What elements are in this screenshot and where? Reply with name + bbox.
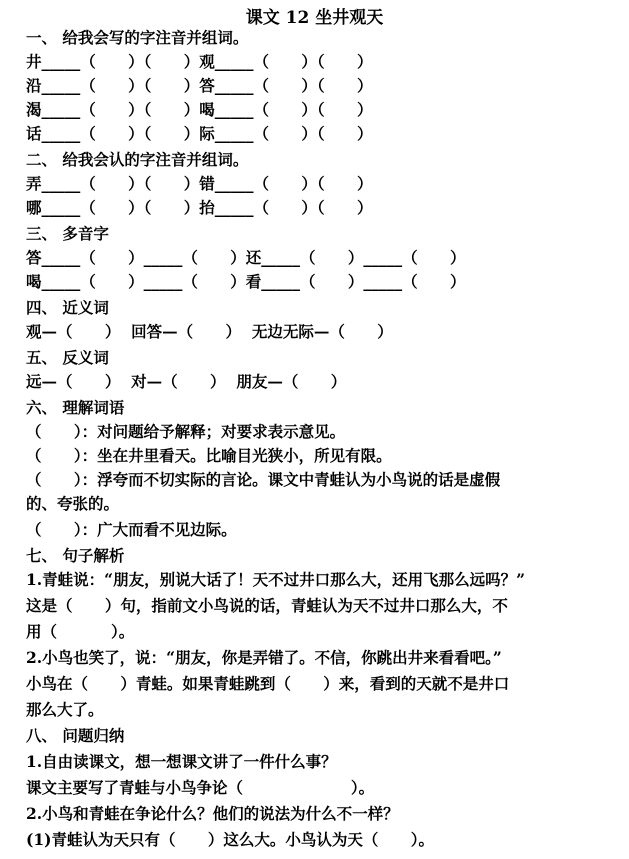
section-1-heading: 一、 给我会写的字注音并组词。 — [26, 28, 249, 47]
question-row: 2.小鸟和青蛙在争论什么？他们的说法为什么不一样？ — [26, 804, 399, 823]
exercise-row: 哪_____（ ）（ ）抬_____（ ）（ ） — [26, 198, 373, 217]
definition-row: （ ）：广大而看不见边际。 — [26, 520, 237, 539]
sentence-row: 那么大了。 — [26, 700, 104, 719]
definition-row: 的、夸张的。 — [26, 494, 120, 513]
sentence-row: 这是（ ）句，指前文小鸟说的话，青蛙认为天不过井口那么大，不 — [26, 596, 508, 615]
sentence-row: 2.小鸟也笑了，说：“朋友，你是弄错了。不信，你跳出井来看看吧。” — [26, 648, 502, 667]
sentence-row: 小鸟在（ ）青蛙。如果青蛙跳到（ ）来，看到的天就不是井口 — [26, 674, 510, 693]
section-4-heading: 四、 近义词 — [26, 298, 109, 317]
section-3-heading: 三、 多音字 — [26, 224, 109, 243]
section-2-heading: 二、 给我会认的字注音并组词。 — [26, 150, 249, 169]
exercise-row: 喝_____（ ）_____（ ）看_____（ ）_____（ ） — [26, 272, 466, 291]
exercise-row: 井_____（ ）（ ）观_____（ ）（ ） — [26, 52, 373, 71]
question-row: (1)青蛙认为天只有（ ）这么大。小鸟认为天（ ）。 — [26, 830, 434, 849]
exercise-row: 弄_____（ ）（ ）错_____（ ）（ ） — [26, 174, 373, 193]
section-6-heading: 六、 理解词语 — [26, 398, 125, 417]
exercise-row: 沿_____（ ）（ ）答_____（ ）（ ） — [26, 76, 373, 95]
page-title: 课文 12 坐井观天 — [245, 8, 384, 28]
section-7-heading: 七、 句子解析 — [26, 546, 125, 565]
definition-row: （ ）：坐在井里看天。比喻目光狭小，所见有限。 — [26, 446, 392, 465]
definition-row: （ ）：浮夸而不切实际的言论。课文中青蛙认为小鸟说的话是虚假 — [26, 470, 501, 489]
section-5-heading: 五、 反义词 — [26, 348, 109, 367]
section-8-heading: 八、 问题归纳 — [26, 726, 125, 745]
definition-row: （ ）：对问题给予解释；对要求表示意见。 — [26, 422, 346, 441]
exercise-row: 答_____（ ）_____（ ）还_____（ ）_____（ ） — [26, 248, 466, 267]
exercise-row: 观—（ ） 回答—（ ） 无边无际—（ ） — [26, 322, 393, 341]
sentence-row: 用（ ）。 — [26, 622, 135, 641]
exercise-row: 渴_____（ ）（ ）喝_____（ ）（ ） — [26, 100, 373, 119]
question-row: 1.自由读课文，想一想课文讲了一件什么事？ — [26, 752, 337, 771]
question-row: 课文主要写了青蛙与小鸟争论（ ）。 — [26, 778, 375, 797]
exercise-row: 远—（ ） 对—（ ） 朋友—（ ） — [26, 372, 347, 391]
sentence-row: 1.青蛙说：“朋友，别说大话了！天不过井口那么大，还用飞那么远吗？” — [26, 570, 526, 589]
exercise-row: 话_____（ ）（ ）际_____（ ）（ ） — [26, 124, 373, 143]
